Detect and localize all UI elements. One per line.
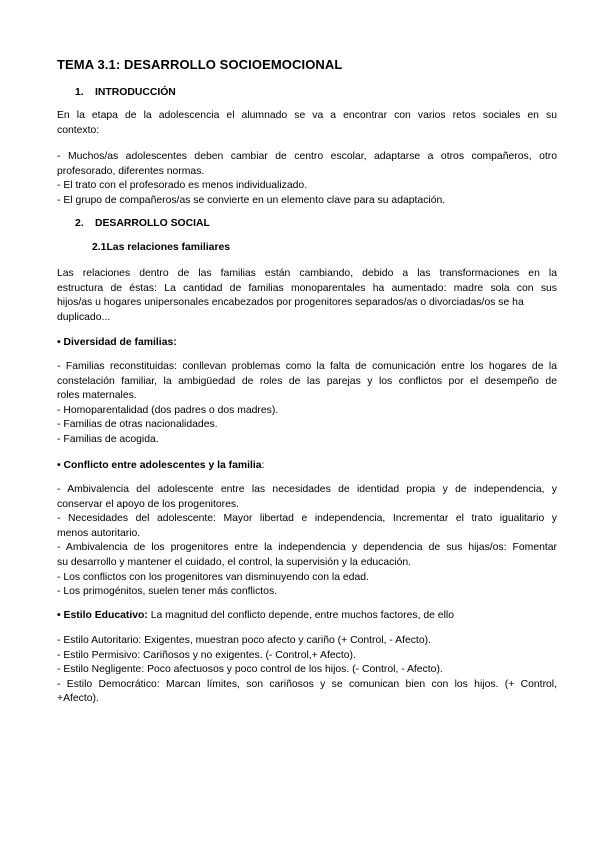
text-line: En la etapa de la adolescencia el alumnado se va a encontrar con varios retos sociales en su xyxy=(57,110,557,121)
text-line: contexto: xyxy=(57,124,100,136)
list-item: menos autoritario. xyxy=(57,527,141,539)
text-line: duplicado... xyxy=(57,311,111,323)
section-title: INTRODUCCIÓN xyxy=(95,87,176,98)
list-item: - Estilo Permisivo: Cariñosos y no exigentes. (- Control,+ Afecto). xyxy=(57,649,356,661)
bullet-heading: • Estilo Educativo: xyxy=(57,610,148,621)
list-item: - Necesidades del adolescente: Mayor libertad e independencia, Incrementar el trato igualitario y xyxy=(57,513,557,525)
bullet-heading: • Diversidad de familias: xyxy=(57,337,177,348)
list-item: - Familias reconstituidas: conllevan problemas como la falta de comunicación entre los hogares de la xyxy=(57,361,557,372)
list-item: - Estilo Negligente: Poco afectuosos y poco control de los hijos. (- Control, - Afecto). xyxy=(57,664,443,676)
list-item: conservar el apoyo de los progenitores. xyxy=(57,498,239,510)
text-line: hijos/as u hogares unipersonales encabezados por progenitores separados/as o divorciadas/os se ha xyxy=(57,297,524,309)
conflicto-list xyxy=(57,483,557,600)
list-item: roles maternales. xyxy=(57,390,137,402)
intro-list xyxy=(57,150,557,208)
list-item: - Homoparentalidad (dos padres o dos madres). xyxy=(57,404,279,416)
conflicto-heading xyxy=(57,459,557,474)
list-item: - Ambivalencia de los progenitores entre la independencia y dependencia de sus hijas/os: Fomentar xyxy=(57,542,557,554)
list-item: su desarrollo y mantener el cuidado, el control, la supervisión y la educación. xyxy=(57,556,412,568)
list-item: - Los primogénitos, suelen tener más conflictos. xyxy=(57,586,278,598)
section-heading-introduccion xyxy=(75,87,176,98)
familias-paragraph xyxy=(57,267,557,325)
estilo-heading xyxy=(57,609,557,624)
list-item: - Muchos/as adolescentes deben cambiar de centro escolar, adaptarse a otros compañeros, otro xyxy=(57,151,557,162)
list-item: - Estilo Autoritario: Exigentes, muestran poco afecto y cariño (+ Control, - Afecto). xyxy=(57,635,431,646)
page-title: TEMA 3.1: DESARROLLO SOCIOEMOCIONAL xyxy=(57,57,343,72)
section-title: DESARROLLO SOCIAL xyxy=(95,218,210,229)
list-item: +Afecto). xyxy=(57,693,99,705)
list-item: - Estilo Democrático: Marcan límites, son cariñosos y se comunican bien con los hijos. (+ Control, xyxy=(57,678,557,690)
list-item: - Ambivalencia del adolescente entre las necesidades de identidad propia y de independencia, y xyxy=(57,484,557,495)
list-item: - Los conflictos con los progenitores van disminuyendo con la edad. xyxy=(57,571,369,583)
estilo-list xyxy=(57,634,557,707)
list-item: constelación familiar, la ambigüedad de roles de las parejas y los conflictos por el desempeño de xyxy=(57,375,557,387)
text-line: Las relaciones dentro de las familias están cambiando, debido a las transformaciones en la xyxy=(57,268,557,279)
list-item: - El grupo de compañeros/as se convierte en un elemento clave para su adaptación. xyxy=(57,194,446,206)
list-item: - El trato con el profesorado es menos individualizado. xyxy=(57,180,308,192)
list-item: profesorado, diferentes normas. xyxy=(57,165,205,177)
diversidad-list xyxy=(57,360,557,448)
heading-suffix: : xyxy=(261,460,265,471)
bullet-heading: • Conflicto entre adolescentes y la familia xyxy=(57,460,262,471)
section-heading-desarrollo-social xyxy=(75,218,210,229)
list-item: - Familias de acogida. xyxy=(57,433,159,445)
section-number: 2. xyxy=(75,218,84,229)
subsection-heading: 2.1Las relaciones familiares xyxy=(92,242,231,253)
diversidad-heading xyxy=(57,336,557,351)
section-number: 1. xyxy=(75,87,84,98)
list-item: - Familias de otras nacionalidades. xyxy=(57,419,218,431)
text-line: estructura de éstas: La cantidad de familias monoparentales ha aumentado: madre sola con sus xyxy=(57,282,557,294)
intro-paragraph xyxy=(57,109,557,138)
heading-text: La magnitud del conflicto depende, entre muchos factores, de ello xyxy=(147,610,454,621)
